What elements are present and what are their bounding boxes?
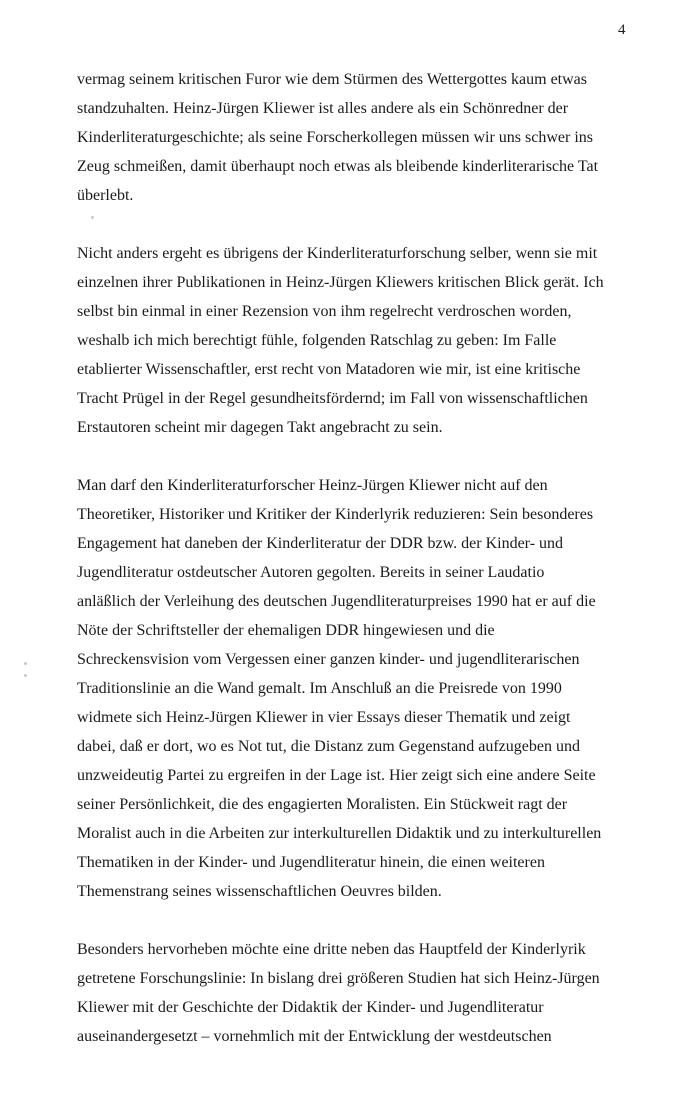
- text-line: Nicht anders ergeht es übrigens der Kinderliteraturforschung selber, wenn sie mit: [77, 245, 598, 262]
- page-number: 4: [618, 22, 626, 38]
- text-line: Theoretiker, Historiker und Kritiker der Kinderlyrik reduzieren: Sein besonderes: [77, 506, 594, 523]
- text-line: einzelnen ihrer Publikationen in Heinz-Jürgen Kliewers kritischen Blick gerät. Ich: [77, 274, 604, 291]
- text-line: auseinandergesetzt – vornehmlich mit der Entwicklung der westdeutschen: [77, 1028, 552, 1045]
- text-line: weshalb ich mich berechtigt fühle, folgenden Ratschlag zu geben: Im Falle: [77, 332, 557, 349]
- text-line: Moralist auch in die Arbeiten zur interkulturellen Didaktik und zu interkulturellen: [77, 825, 602, 842]
- paragraph-spacer: [77, 442, 637, 471]
- text-line: Besonders hervorheben möchte eine dritte neben das Hauptfeld der Kinderlyrik: [77, 941, 586, 958]
- text-line: anläßlich der Verleihung des deutschen Jugendliteraturpreises 1990 hat er auf die: [77, 593, 596, 610]
- text-line: Thematiken in der Kinder- und Jugendliteratur hinein, die einen weiteren: [77, 854, 545, 871]
- text-line: Kinderliteraturgeschichte; als seine Forscherkollegen müssen wir uns schwer ins: [77, 129, 594, 146]
- text-line: überlebt.: [77, 187, 134, 204]
- text-line: seiner Persönlichkeit, die des engagierten Moralisten. Ein Stückweit ragt der: [77, 796, 568, 813]
- text-line: Schreckensvision vom Vergessen einer ganzen kinder- und jugendliterarischen: [77, 651, 580, 668]
- text-line: Jugendliteratur ostdeutscher Autoren gegolten. Bereits in seiner Laudatio: [77, 564, 545, 581]
- paragraph-spacer: [77, 906, 637, 935]
- paragraph: [77, 935, 637, 1051]
- text-line: etablierter Wissenschaftler, erst recht von Matadoren wie mir, ist eine kritische: [77, 361, 581, 378]
- text-line: Themenstrang seines wissenschaftlichen Oeuvres bilden.: [77, 883, 442, 900]
- scan-speck: [24, 674, 27, 677]
- document-body: [77, 65, 637, 1051]
- text-line: dabei, daß er dort, wo es Not tut, die Distanz zum Gegenstand aufzugeben und: [77, 738, 580, 755]
- paragraph-spacer: [77, 210, 637, 239]
- text-line: standzuhalten. Heinz-Jürgen Kliewer ist alles andere als ein Schönredner der: [77, 100, 569, 117]
- text-line: Nöte der Schriftsteller der ehemaligen DDR hingewiesen und die: [77, 622, 495, 639]
- scan-speck: [24, 662, 27, 665]
- paragraph: [77, 239, 637, 442]
- text-line: Engagement hat daneben der Kinderliteratur der DDR bzw. der Kinder- und: [77, 535, 564, 552]
- text-line: Zeug schmeißen, damit überhaupt noch etwas als bleibende kinderliterarische Tat: [77, 158, 599, 175]
- text-line: vermag seinem kritischen Furor wie dem Stürmen des Wettergottes kaum etwas: [77, 71, 587, 88]
- paragraph: [77, 65, 637, 210]
- text-line: Traditionslinie an die Wand gemalt. Im Anschluß an die Preisrede von 1990: [77, 680, 562, 697]
- text-line: Man darf den Kinderliteraturforscher Heinz-Jürgen Kliewer nicht auf den: [77, 477, 548, 494]
- text-line: Tracht Prügel in der Regel gesundheitsfördernd; im Fall von wissenschaftlichen: [77, 390, 588, 407]
- text-line: unzweideutig Partei zu ergreifen in der Lage ist. Hier zeigt sich eine andere Seite: [77, 767, 596, 784]
- text-line: Erstautoren scheint mir dagegen Takt angebracht zu sein.: [77, 419, 443, 436]
- text-line: selbst bin einmal in einer Rezension von ihm regelrecht verdroschen worden,: [77, 303, 572, 320]
- text-line: Kliewer mit der Geschichte der Didaktik der Kinder- und Jugendliteratur: [77, 999, 544, 1016]
- paragraph: [77, 471, 637, 906]
- text-line: getretene Forschungslinie: In bislang drei größeren Studien hat sich Heinz-Jürgen: [77, 970, 600, 987]
- text-line: widmete sich Heinz-Jürgen Kliewer in vier Essays dieser Thematik und zeigt: [77, 709, 571, 726]
